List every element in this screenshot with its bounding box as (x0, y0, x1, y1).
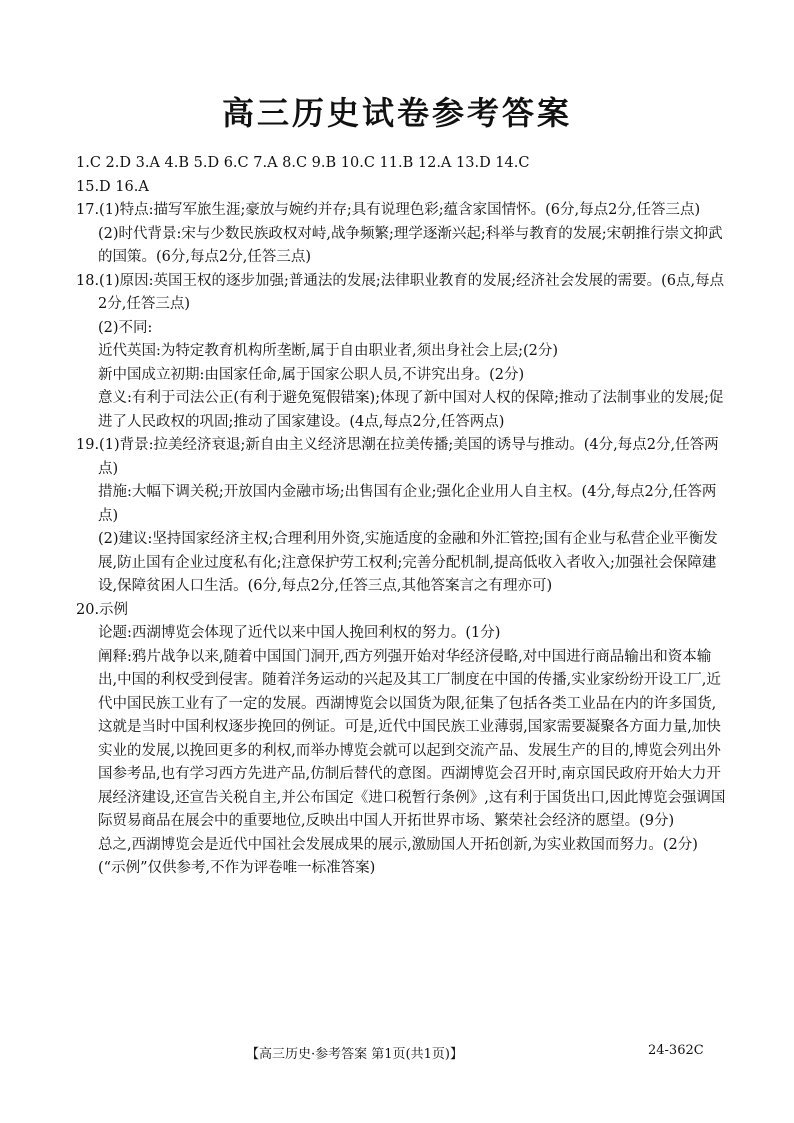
choice-answers-line-1: 1.C 2.D 3.A 4.B 5.D 6.C 7.A 8.C 9.B 10.C 11.B 12.A 13.D 14.C (76, 155, 530, 171)
q19-measures: 措施:大幅下调关税;开放国内金融市场;出售国有企业;强化企业用人自主权。(4分,每点2分,任答两点) (98, 484, 717, 524)
q18-modern-england: 近代英国:为特定教育机构所垄断,属于自由职业者,须出身社会上层;(2分) (98, 343, 559, 359)
q20-elaboration: 阐释:鸦片战争以来,随着中国国门洞开,西方列强开始对华经济侵略,对中国进行商品输出和资本输出,中国的利权受到侵害。随着洋务运动的兴起及其工厂制度在中国的传播,实业家纷纷开设工厂,近代中国民族工业有了一定的发展。西湖博览会以国货为限,征集了包括各类工业品在内的许多国货,这就是当时中国利权逐步挽回的例证。可是,近代中国民族工业薄弱,国家需要凝聚各方面力量,加快实业的发展,以挽回更多的利权,而举办博览会就可以起到交流产品、发展生产的目的,博览会列出外国参考品,也有学习西方先进产品,仿制后替代的意图。西湖博览会召开时,南京国民政府开始大力开展经济建设,还宣告关税自主,并公布国定《进口税暂行条例》,这有利于国货出口,因此博览会强调国际贸易商品在展会中的重要地位,反映出中国人开拓世界市场、繁荣社会经济的愿望。(9分) (98, 648, 726, 829)
q18-significance: 意义:有利于司法公正(有利于避免冤假错案);体现了新中国对人权的保障;推动了法制事业的发展;促进了人民政权的巩固;推动了国家建设。(4点,每点2分,任答两点) (98, 390, 724, 430)
page-title: 高三历史试卷参考答案 (221, 94, 572, 132)
q18-part1: 18.(1)原因:英国王权的逐步加强;普通法的发展;法律职业教育的发展;经济社会发展的需要。(6点,每点2分,任答三点) (76, 272, 725, 312)
q20-thesis: 论题:西湖博览会体现了近代以来中国人挽回利权的努力。(1分) (98, 625, 501, 641)
q20-note: (“示例”仅供参考,不作为评卷唯一标准答案) (98, 860, 376, 876)
q19-part2: (2)建议:坚持国家经济主权;合理利用外资,实施适度的金融和外汇管控;国有企业与私营企业平衡发展,防止国有企业过度私有化;注意保护劳工权利;完善分配机制,提高低收入者收入;加强社会保障建设,保障贫困人口生活。(6分,每点2分,任答三点,其他答案言之有理亦可) (98, 531, 718, 594)
footer-page-info: 【高三历史·参考答案 第1页(共1页)】 (246, 1047, 463, 1062)
q20-conclusion: 总之,西湖博览会是近代中国社会发展成果的展示,激励国人开拓创新,为实业救国而努力。(2分) (98, 836, 698, 853)
answer-content (76, 152, 726, 881)
q19-part1: 19.(1)背景:拉美经济衰退;新自由主义经济思潮在拉美传播;美国的诱导与推动。(4分,每点2分,任答两点) (76, 437, 719, 477)
q20-heading: 20.示例 (76, 601, 129, 618)
q18-new-china: 新中国成立初期:由国家任命,属于国家公职人员,不讲究出身。(2分) (98, 366, 525, 383)
q18-part2-heading: (2)不同: (98, 319, 153, 336)
choice-answers-line-2: 15.D 16.A (76, 178, 149, 195)
q17-part2: (2)时代背景:宋与少数民族政权对峙,战争频繁;理学逐渐兴起;科举与教育的发展;宋朝推行崇文抑武的国策。(6分,每点2分,任答三点) (98, 225, 723, 265)
q17-part1: 17.(1)特点:描写军旅生涯;豪放与婉约并存;具有说理色彩;蕴含家国情怀。(6分,每点2分,任答三点) (76, 202, 701, 218)
footer-code: 24-362C (648, 1043, 704, 1058)
